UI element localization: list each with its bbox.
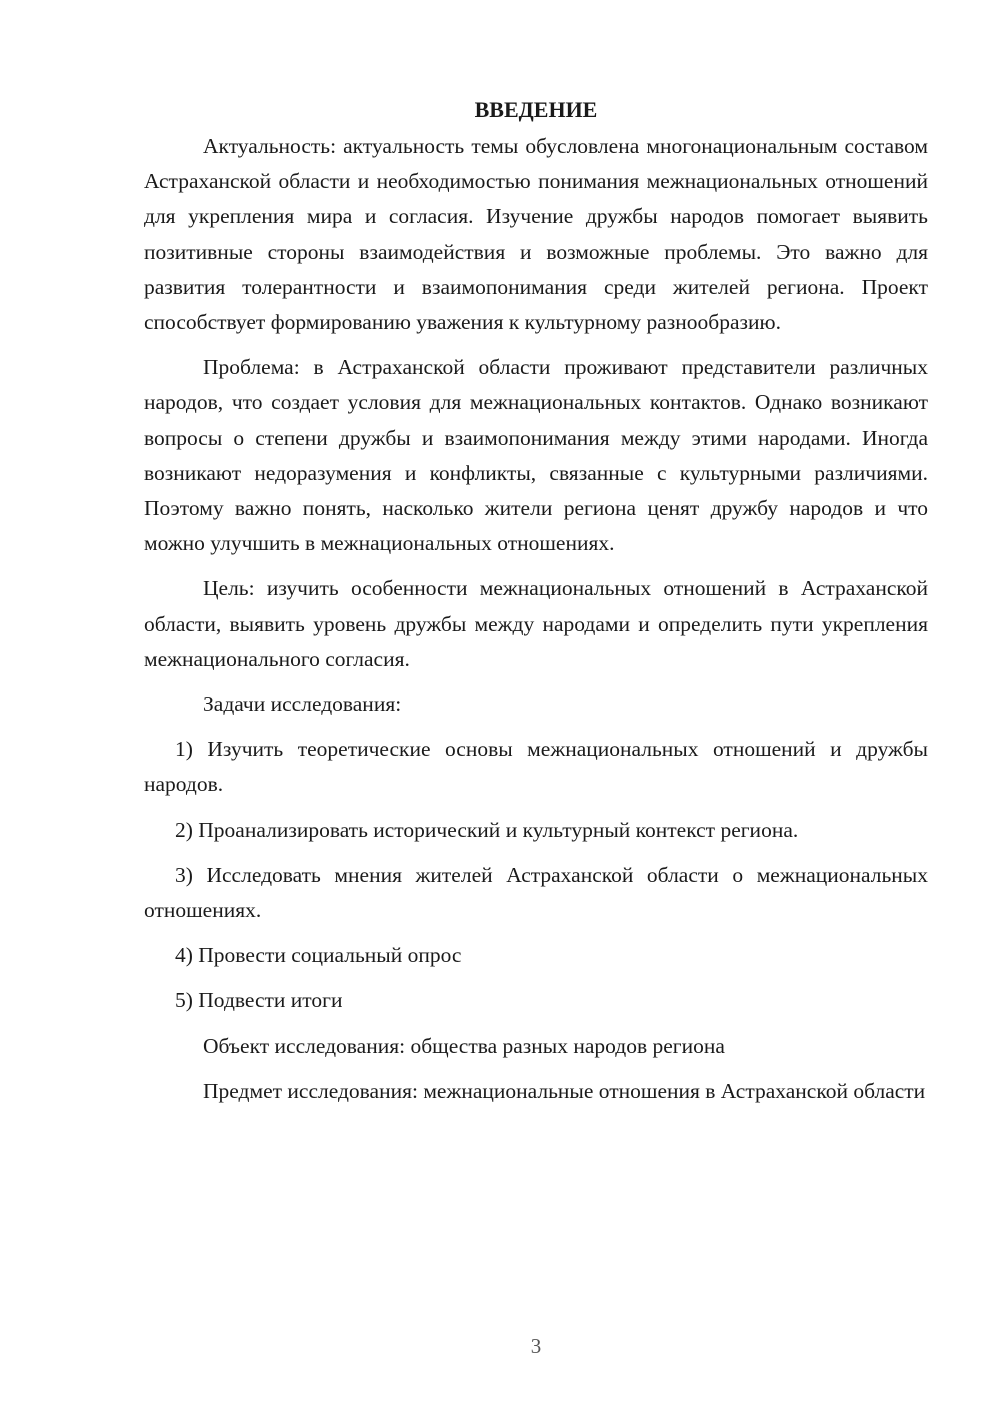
task-item-4: 4) Провести социальный опрос — [175, 943, 462, 968]
document-page — [144, 92, 928, 1119]
task-item-3: 3) Исследовать мнения жителей Астраханской области о межнациональных отношениях. — [144, 862, 928, 923]
problem-paragraph: Проблема: в Астраханской области проживают представители различных народов, что создает условия для межнациональных контактов. Однако возникают вопросы о степени дружбы и взаимопонимания между этими народами. Иногда возникают недоразумения и конфликты, связанные с культурными различиями. Поэтому важно понять, насколько жители региона ценят дружбу народов и что можно улучшить в межнациональных отношениях. — [144, 355, 928, 556]
object-paragraph: Объект исследования: общества разных народов региона — [203, 1033, 725, 1058]
tasks-heading: Задачи исследования: — [203, 692, 402, 717]
goal-paragraph: Цель: изучить особенности межнациональных отношений в Астраханской области, выявить уровень дружбы между народами и определить пути укрепления межнационального согласия. — [144, 576, 928, 671]
task-item-1: 1) Изучить теоретические основы межнациональных отношений и дружбы народов. — [144, 737, 928, 797]
page-number: 3 — [530, 1334, 542, 1358]
task-item-2: 2) Проанализировать исторический и культурный контекст региона. — [175, 817, 799, 842]
task-item-5: 5) Подвести итоги — [175, 988, 343, 1013]
page-title: ВВЕДЕНИЕ — [474, 97, 598, 122]
relevance-paragraph: Актуальность: актуальность темы обусловлена многонациональным составом Астраханской области и необходимостью понимания межнациональных отношений для укрепления мира и согласия. Изучение дружбы народов помогает выявить позитивные стороны взаимодействия и возможные проблемы. Это важно для развития толерантности и взаимопонимания среди жителей региона. Проект способствует формированию уважения к культурному разнообразию. — [144, 134, 928, 335]
subject-paragraph: Предмет исследования: межнациональные отношения в Астраханской области — [203, 1078, 926, 1103]
